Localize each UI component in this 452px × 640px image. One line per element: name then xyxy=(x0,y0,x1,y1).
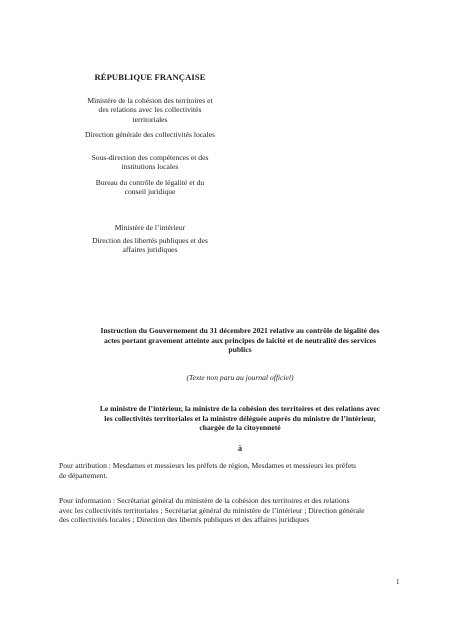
attribution-line: Pour attribution : Mesdames et messieurs les préfets de région, Mesdames et messieurs les préfets xyxy=(59,461,357,470)
addressees-line: les collectivités territoriales et la ministre déléguée auprès du ministre de l’intérieur, xyxy=(104,413,376,423)
attribution-line: de département. xyxy=(59,470,108,480)
instruction-title xyxy=(70,326,410,355)
information-line: avec les collectivités territoriales ; Secrétariat général du ministère de l’intérieur ; Direction générale xyxy=(59,505,365,515)
sous-direction-line: Sous-direction des compétences et des xyxy=(91,153,209,162)
ministry-interior-heading xyxy=(50,223,250,232)
direction-generale-heading xyxy=(50,130,250,139)
bureau-heading xyxy=(50,178,250,197)
sous-direction-heading xyxy=(50,153,250,172)
direction-libertes-line: affaires juridiques xyxy=(122,245,178,255)
title-line: Instruction du Gouvernement du 31 décembre 2021 relative au contrôle de légalité des xyxy=(100,326,380,335)
information-paragraph xyxy=(59,496,409,525)
page-number: 1 xyxy=(396,578,400,586)
sous-direction-line: institutions locales xyxy=(121,162,179,172)
ministry-cohesion-heading xyxy=(50,96,250,124)
information-line: Pour information : Secrétariat général du ministère de la cohésion des territoires et des relations xyxy=(59,496,350,505)
ministry-interior-line: Ministère de l’intérieur xyxy=(114,223,186,232)
bureau-line: conseil juridique xyxy=(124,187,176,197)
ministry-cohesion-line: des relations avec les collectivités xyxy=(98,105,202,115)
republic-heading: RÉPUBLIQUE FRANÇAISE xyxy=(94,72,206,82)
title-line: actes portant gravement atteinte aux principes de laïcité et de neutralité des services xyxy=(103,335,377,345)
addressees-line: chargée de la citoyenneté xyxy=(199,423,281,433)
direction-libertes-line: Direction des libertés publiques et des xyxy=(92,236,208,245)
information-line: des collectivités locales ; Direction des libertés publiques et des affaires juridiques xyxy=(59,515,310,525)
direction-generale-line: Direction générale des collectivités locales xyxy=(85,130,215,139)
to-word: à xyxy=(238,444,242,453)
direction-libertes-heading xyxy=(50,236,250,255)
addressees-block xyxy=(60,404,420,433)
addressees-line: Le ministre de l’intérieur, la ministre de la cohésion des territoires et des relations avec xyxy=(99,404,381,413)
ministry-cohesion-line: Ministère de la cohésion des territoires et xyxy=(87,96,213,105)
attribution-paragraph xyxy=(59,461,409,480)
bureau-line: Bureau du contrôle de légalité et du xyxy=(95,178,205,187)
publication-note: (Texte non paru au journal officiel) xyxy=(186,373,294,382)
ministry-cohesion-line: territoriales xyxy=(132,114,168,124)
title-line: publics xyxy=(228,345,252,355)
